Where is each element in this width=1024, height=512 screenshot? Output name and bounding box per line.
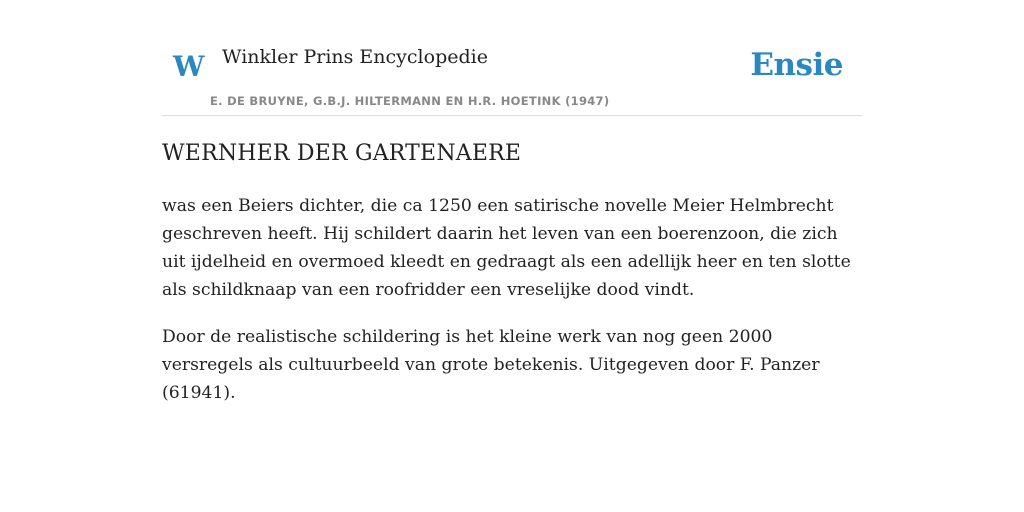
entry-paragraph: Door de realistische schildering is het kleine werk van nog geen 2000 versregels als cultuurbeeld van grote betekenis. Uitgegeven door F. Panzer (61941). — [162, 327, 820, 403]
winkler-prins-logo[interactable]: W — [173, 50, 205, 83]
source-authors: E. DE BRUYNE, G.B.J. HILTERMANN EN H.R. HOETINK (1947) — [210, 94, 610, 108]
source-title[interactable]: Winkler Prins Encyclopedie — [222, 46, 488, 68]
page — [162, 0, 862, 403]
source-header — [162, 0, 862, 116]
entry-paragraph: was een Beiers dichter, die ca 1250 een satirische novelle Meier Helmbrecht geschreven heeft. Hij schildert daarin het leven van een boerenzoon, die zich uit ijdelheid en overmoed kleedt en gedraagt als een adellijk heer en ten slotte als schildknaap van een roofridder een vreselijke dood vindt. — [162, 196, 851, 300]
entry-body — [162, 192, 862, 426]
ensie-logo-link[interactable]: Ensie — [750, 47, 843, 83]
entry-title: WERNHER DER GARTENAERE — [162, 141, 522, 166]
